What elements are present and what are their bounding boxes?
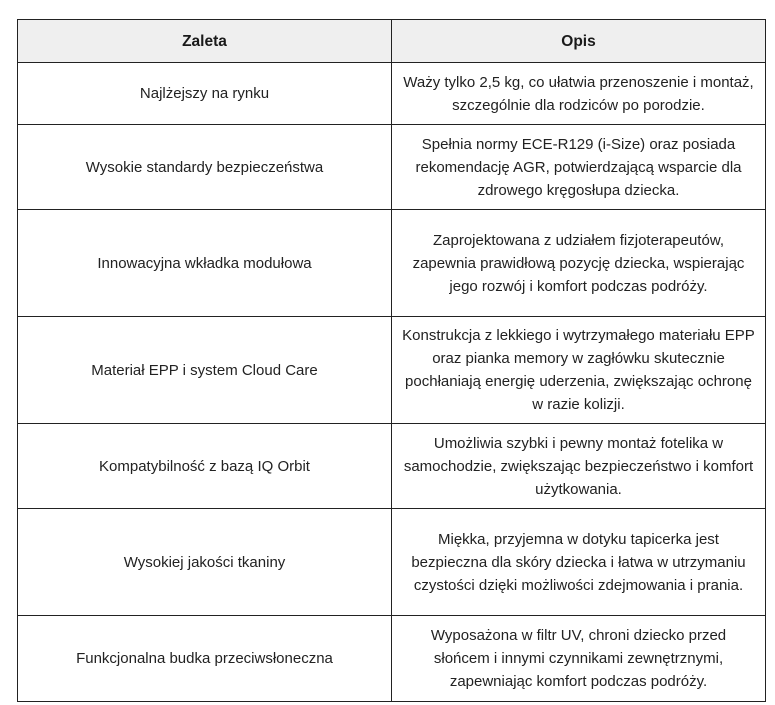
header-opis: Opis: [392, 20, 766, 63]
advantage-cell: Wysokiej jakości tkaniny: [18, 509, 392, 616]
table-row: [18, 616, 766, 702]
description-cell: Zaprojektowana z udziałem fizjoterapeutów, zapewnia prawidłową pozycję dziecka, wspierając jego rozwój i komfort podczas podróży.: [392, 210, 766, 317]
table-row: [18, 317, 766, 424]
description-cell: Waży tylko 2,5 kg, co ułatwia przenoszenie i montaż, szczególnie dla rodziców po porodzie.: [392, 63, 766, 125]
advantage-cell: Innowacyjna wkładka modułowa: [18, 210, 392, 317]
advantage-cell: Kompatybilność z bazą IQ Orbit: [18, 424, 392, 509]
table-row: [18, 509, 766, 616]
advantage-cell: Wysokie standardy bezpieczeństwa: [18, 125, 392, 210]
table-row: [18, 210, 766, 317]
advantage-cell: Najlżejszy na rynku: [18, 63, 392, 125]
description-cell: Wyposażona w filtr UV, chroni dziecko przed słońcem i innymi czynnikami zewnętrznymi, zapewniając komfort podczas podróży.: [392, 616, 766, 702]
description-cell: Umożliwia szybki i pewny montaż fotelika w samochodzie, zwiększając bezpieczeństwo i komfort użytkowania.: [392, 424, 766, 509]
advantage-cell: Materiał EPP i system Cloud Care: [18, 317, 392, 424]
description-cell: Konstrukcja z lekkiego i wytrzymałego materiału EPP oraz pianka memory w zagłówku skutecznie pochłaniają energię uderzenia, zwiększając ochronę w razie kolizji.: [392, 317, 766, 424]
table-header-row: [18, 20, 766, 63]
description-cell: Miękka, przyjemna w dotyku tapicerka jest bezpieczna dla skóry dziecka i łatwa w utrzymaniu czystości dzięki możliwości zdejmowania i prania.: [392, 509, 766, 616]
table-row: [18, 424, 766, 509]
header-zaleta: Zaleta: [18, 20, 392, 63]
table-row: [18, 63, 766, 125]
table-container: [17, 19, 766, 702]
table-row: [18, 125, 766, 210]
advantage-cell: Funkcjonalna budka przeciwsłoneczna: [18, 616, 392, 702]
description-cell: Spełnia normy ECE-R129 (i-Size) oraz posiada rekomendację AGR, potwierdzającą wsparcie dla zdrowego kręgosłupa dziecka.: [392, 125, 766, 210]
advantages-table: [17, 19, 766, 702]
